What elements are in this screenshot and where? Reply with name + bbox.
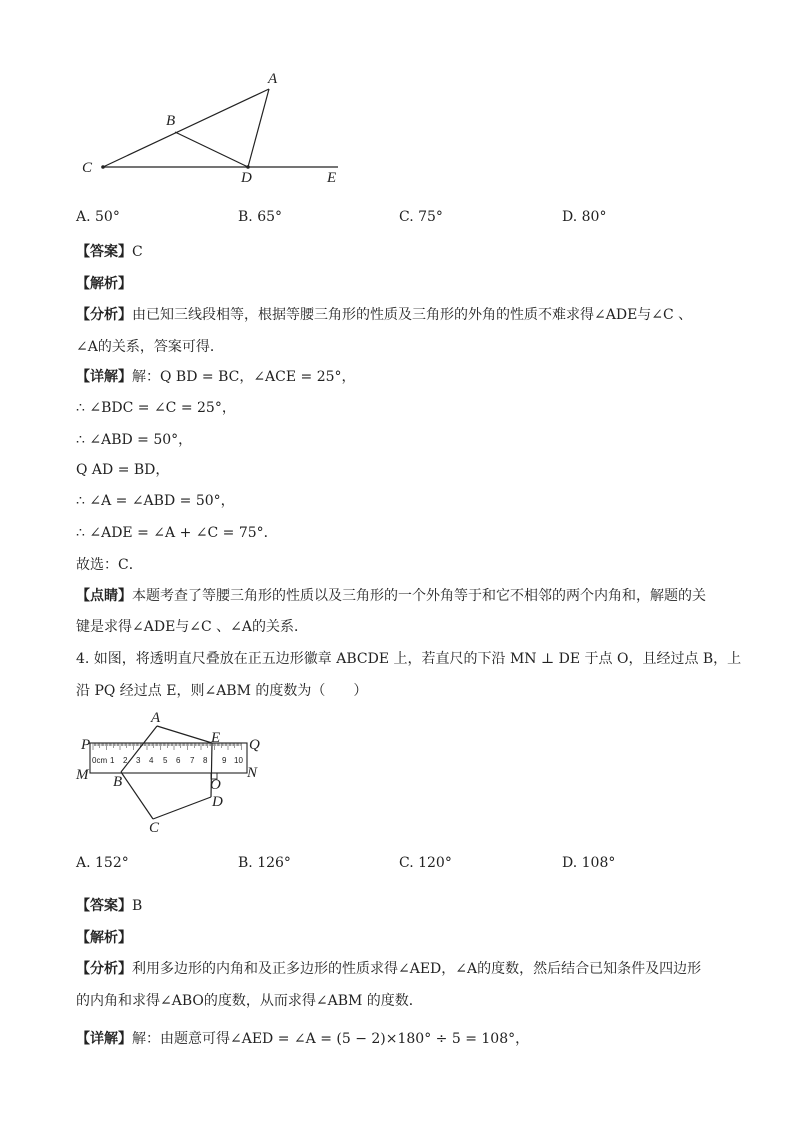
fenxi-tag: 【分析】 xyxy=(76,307,132,323)
q3-choice: 故选：C． xyxy=(76,557,143,573)
label-a: A xyxy=(268,71,278,87)
label-d: D xyxy=(212,794,223,810)
q4-fenxi-line1 xyxy=(76,958,701,978)
ruler-tick-label: 4 xyxy=(149,756,154,765)
ruler-tick-label: 8 xyxy=(203,756,208,765)
detail-text: 解：由题意可得∠AED = ∠A = (5 − 2)×180° ÷ 5 = 108°， xyxy=(132,1031,530,1047)
label-a: A xyxy=(151,710,161,726)
q3-option-c: C. 75° xyxy=(399,209,443,225)
detail-tag: 【详解】 xyxy=(76,369,132,385)
q3-option-b: B. 65° xyxy=(238,209,283,225)
q3-option-d: D. 80° xyxy=(562,209,607,225)
q4-detail-line xyxy=(76,1028,529,1048)
step-4: Q AD = BD， xyxy=(76,462,170,478)
step-6: ∴ ∠ADE = ∠A + ∠C = 75°． xyxy=(76,525,278,541)
ruler-tick-label: 3 xyxy=(136,756,141,765)
q4-answer-line xyxy=(76,895,142,915)
answer-value: C xyxy=(132,244,143,260)
step-3: ∴ ∠ABD = 50°， xyxy=(76,432,193,448)
pentagon-edge-ea xyxy=(157,726,212,743)
ruler-tick-label: 5 xyxy=(163,756,168,765)
q4-analysis-tag: 【解析】 xyxy=(76,930,132,946)
q4-option-c: C. 120° xyxy=(399,855,452,871)
q3-dianjing-line2: 键是求得∠ADE与∠C 、∠A的关系． xyxy=(76,619,309,635)
ruler-tick-label: 0cm xyxy=(92,756,108,765)
pentagon-edge-cd xyxy=(153,797,211,819)
answer-value: B xyxy=(132,898,143,914)
label-c: C xyxy=(149,820,160,836)
answer-tag: 【答案】 xyxy=(76,898,132,914)
q4-option-d: D. 108° xyxy=(562,855,616,871)
q4-stem-line1: 4. 如图，将透明直尺叠放在正五边形徽章 ABCDE 上，若直尺的下沿 MN ⊥ DE 于点 O，且经过点 B，上 xyxy=(76,651,742,667)
q3-analysis-tag: 【解析】 xyxy=(76,276,132,292)
label-e: E xyxy=(211,730,221,746)
answer-tag: 【答案】 xyxy=(76,244,132,260)
step-2: ∴ ∠BDC = ∠C = 25°， xyxy=(76,400,236,416)
label-p: P xyxy=(81,737,91,753)
q4-option-b: B. 126° xyxy=(238,855,291,871)
step-5: ∴ ∠A = ∠ABD = 50°， xyxy=(76,493,235,509)
fenxi-tag: 【分析】 xyxy=(76,961,132,977)
q4-option-a: A. 152° xyxy=(76,855,129,871)
label-o: O xyxy=(210,777,221,793)
ruler-tick-label: 10 xyxy=(234,756,243,765)
fenxi-text: 由已知三线段相等，根据等腰三角形的性质及三角形的外角的性质不难求得∠ADE与∠C 、 xyxy=(132,307,693,323)
label-n: N xyxy=(247,765,258,781)
label-m: M xyxy=(76,767,89,783)
label-d: D xyxy=(241,170,252,186)
ruler-tick-label: 9 xyxy=(222,756,227,765)
q3-option-a: A. 50° xyxy=(76,209,120,225)
detail-tag: 【详解】 xyxy=(76,1031,132,1047)
q3-fenxi-line2: ∠A的关系，答案可得． xyxy=(76,339,224,355)
pentagon-edge-bc xyxy=(121,772,153,819)
label-e: E xyxy=(327,170,337,186)
ruler-tick-label: 2 xyxy=(123,756,128,765)
ruler-tick-label: 6 xyxy=(176,756,181,765)
fenxi-text: 利用多边形的内角和及正多边形的性质求得∠AED，∠A的度数，然后结合已知条件及四边形 xyxy=(132,961,702,977)
label-q: Q xyxy=(249,737,260,753)
label-b: B xyxy=(113,774,123,790)
ruler-tick-label: 1 xyxy=(110,756,115,765)
step-1: 解：Q BD = BC，∠ACE = 25°， xyxy=(132,369,356,385)
q4-stem-line2: 沿 PQ 经过点 E，则∠ABM 的度数为（ ） xyxy=(76,683,368,699)
label-c: C xyxy=(82,160,93,176)
dianjing-tag: 【点睛】 xyxy=(76,588,132,604)
dianjing-text: 本题考查了等腰三角形的性质以及三角形的一个外角等于和它不相邻的两个内角和，解题的关 xyxy=(132,588,706,604)
q4-fenxi-line2: 的内角和求得∠ABO的度数，从而求得∠ABM 的度数． xyxy=(76,993,423,1009)
label-b: B xyxy=(166,113,176,129)
ruler-tick-label: 7 xyxy=(190,756,195,765)
